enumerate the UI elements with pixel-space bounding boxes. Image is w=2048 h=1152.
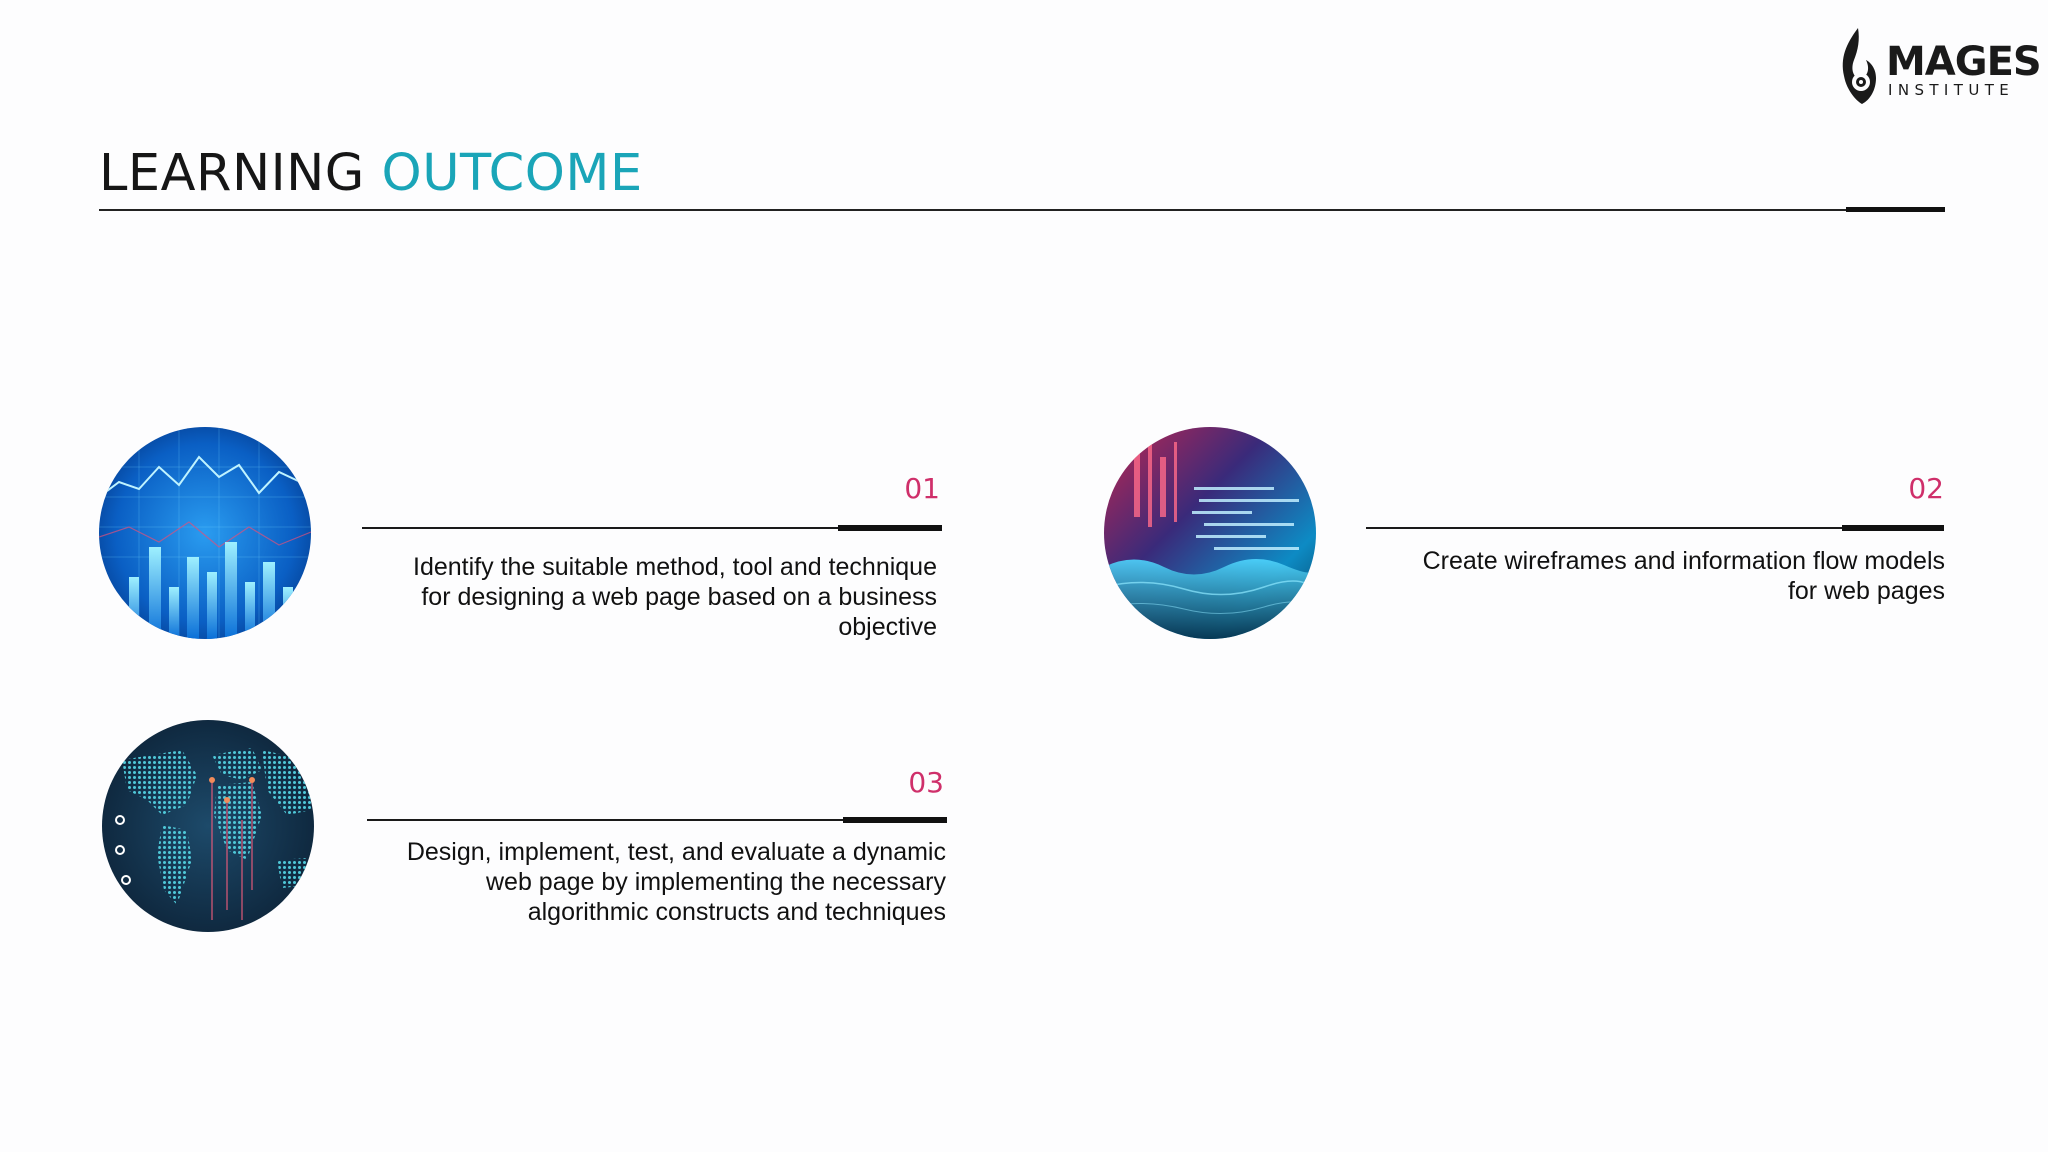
outcome-1-number: 01 (904, 472, 940, 505)
logo-brand: MAGES (1886, 39, 2041, 85)
title-divider-accent (1846, 207, 1945, 212)
outcome-3-text: Design, implement, test, and evaluate a dynamic web page by implementing the necessary algorithmic constructs and techniques (406, 838, 946, 926)
world-map-image (102, 720, 314, 932)
outcome-3-divider-accent (843, 817, 947, 823)
outcome-1-divider-accent (838, 525, 942, 531)
outcome-2-divider-accent (1842, 525, 1944, 531)
mages-logo (1836, 26, 2041, 106)
page-title-part2: OUTCOME (381, 144, 643, 203)
outcome-2-text: Create wireframes and information flow models for web pages (1422, 547, 1945, 605)
outcome-1-image (99, 427, 311, 639)
outcome-2-number: 02 (1908, 472, 1944, 505)
page-title-part1: LEARNING (99, 144, 365, 203)
outcome-3-image (102, 720, 314, 932)
outcome-1-text: Identify the suitable method, tool and technique for designing a web page based on a business objective (413, 553, 937, 641)
title-divider (99, 209, 1945, 211)
financial-chart-image (99, 427, 311, 639)
logo-tagline: INSTITUTE (1888, 81, 2015, 99)
outcome-3-number: 03 (908, 766, 944, 799)
flame-icon (1836, 26, 1882, 106)
outcome-2-image (1104, 427, 1316, 639)
page-title (99, 144, 643, 204)
code-screen-image (1104, 427, 1316, 639)
